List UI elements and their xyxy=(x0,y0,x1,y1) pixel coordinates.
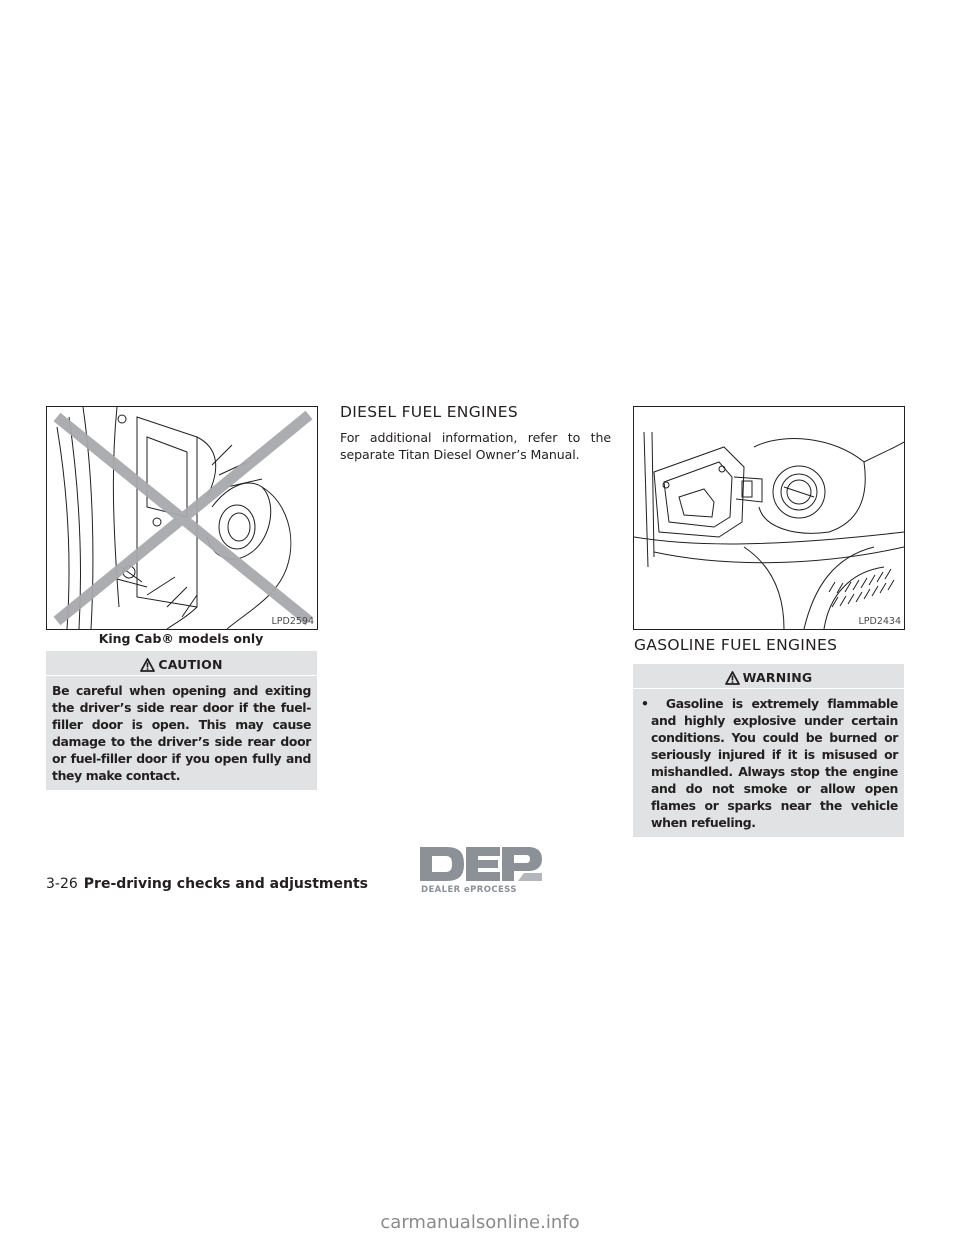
warning-text: Gasoline is extremely flammable and highly explosive under certain conditions. You could be burned or seriously injured if it is misused or mishandled. Always stop the engine and do not smoke or allow open flames or sparks near the vehicle when refueling. xyxy=(651,696,898,830)
figure-code: LPD2594 xyxy=(271,616,314,627)
illustration-fuel-filler-door-open xyxy=(633,406,905,630)
warning-header xyxy=(633,664,904,689)
page-footer xyxy=(46,876,368,892)
dealer-eprocess-logo xyxy=(418,845,544,899)
heading-gasoline-fuel-engines: GASOLINE FUEL ENGINES xyxy=(634,636,838,654)
warning-triangle-icon xyxy=(140,658,155,678)
warning-title: WARNING xyxy=(742,670,813,685)
warning-triangle-icon xyxy=(725,671,740,691)
page-number: 3-26 xyxy=(46,876,78,892)
caution-text: Be careful when opening and exiting the driver’s side rear door if the fuel-filler door is open. This may cause damage to the driver’s side rear door or fuel-filler door if you open fully and they make contact. xyxy=(52,683,311,783)
caution-header xyxy=(46,651,317,676)
warning-bullet-item xyxy=(633,689,904,837)
figure-code: LPD2434 xyxy=(858,616,901,627)
diesel-paragraph: For additional information, refer to the separate Titan Diesel Owner’s Manual. xyxy=(340,430,611,462)
bullet-marker: • xyxy=(641,696,649,711)
logo-subtext: DEALER ePROCESS xyxy=(421,885,517,895)
warning-box xyxy=(633,664,904,837)
caution-title: CAUTION xyxy=(158,657,223,672)
illustration-fuel-door-king-cab xyxy=(46,406,318,630)
figure-caption: King Cab® models only xyxy=(98,631,264,646)
section-title: Pre-driving checks and adjustments xyxy=(83,876,368,892)
caution-box xyxy=(46,651,317,790)
site-watermark: carmanualsonline.info xyxy=(380,1212,580,1233)
fuel-filler-drawing xyxy=(634,407,904,629)
fuel-door-drawing xyxy=(47,407,317,629)
heading-diesel-fuel-engines: DIESEL FUEL ENGINES xyxy=(340,403,519,421)
